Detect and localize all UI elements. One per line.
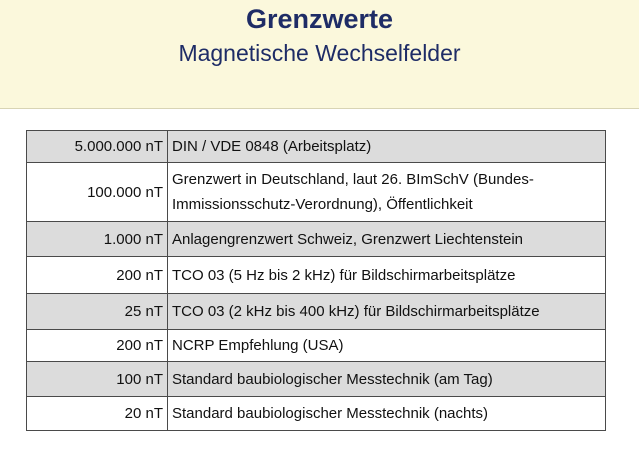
table-row [27,257,606,294]
slide-title: Grenzwerte [245,4,394,34]
limit-value: 100 nT [27,362,168,397]
limit-value: 200 nT [27,330,168,362]
limit-description: Standard baubiologischer Messtechnik (nachts) [168,397,606,431]
table-row [27,131,606,163]
table-row [27,362,606,397]
limit-value: 25 nT [27,294,168,330]
limit-value: 200 nT [27,257,168,294]
table-row [27,294,606,330]
limit-value: 20 nT [27,397,168,431]
table-row [27,397,606,431]
table-row [27,222,606,257]
limit-value: 5.000.000 nT [27,131,168,163]
table-row [27,330,606,362]
table-row [27,163,606,222]
slide-subtitle: Magnetische Wechselfelder [178,40,461,66]
limit-description: Anlagengrenzwert Schweiz, Grenzwert Liechtenstein [168,222,606,257]
limit-value: 100.000 nT [27,163,168,222]
limit-description: DIN / VDE 0848 (Arbeitsplatz) [168,131,606,163]
limit-description: Standard baubiologischer Messtechnik (am Tag) [168,362,606,397]
limit-description: TCO 03 (5 Hz bis 2 kHz) für Bildschirmarbeitsplätze [168,257,606,294]
limit-description: NCRP Empfehlung (USA) [168,330,606,362]
limit-description: Grenzwert in Deutschland, laut 26. BImSchV (Bundes-Immissionsschutz-Verordnung), Öffentlichkeit [168,163,606,222]
limits-table [26,130,606,431]
slide-header [0,0,639,109]
limit-description: TCO 03 (2 kHz bis 400 kHz) für Bildschirmarbeitsplätze [168,294,606,330]
limit-value: 1.000 nT [27,222,168,257]
